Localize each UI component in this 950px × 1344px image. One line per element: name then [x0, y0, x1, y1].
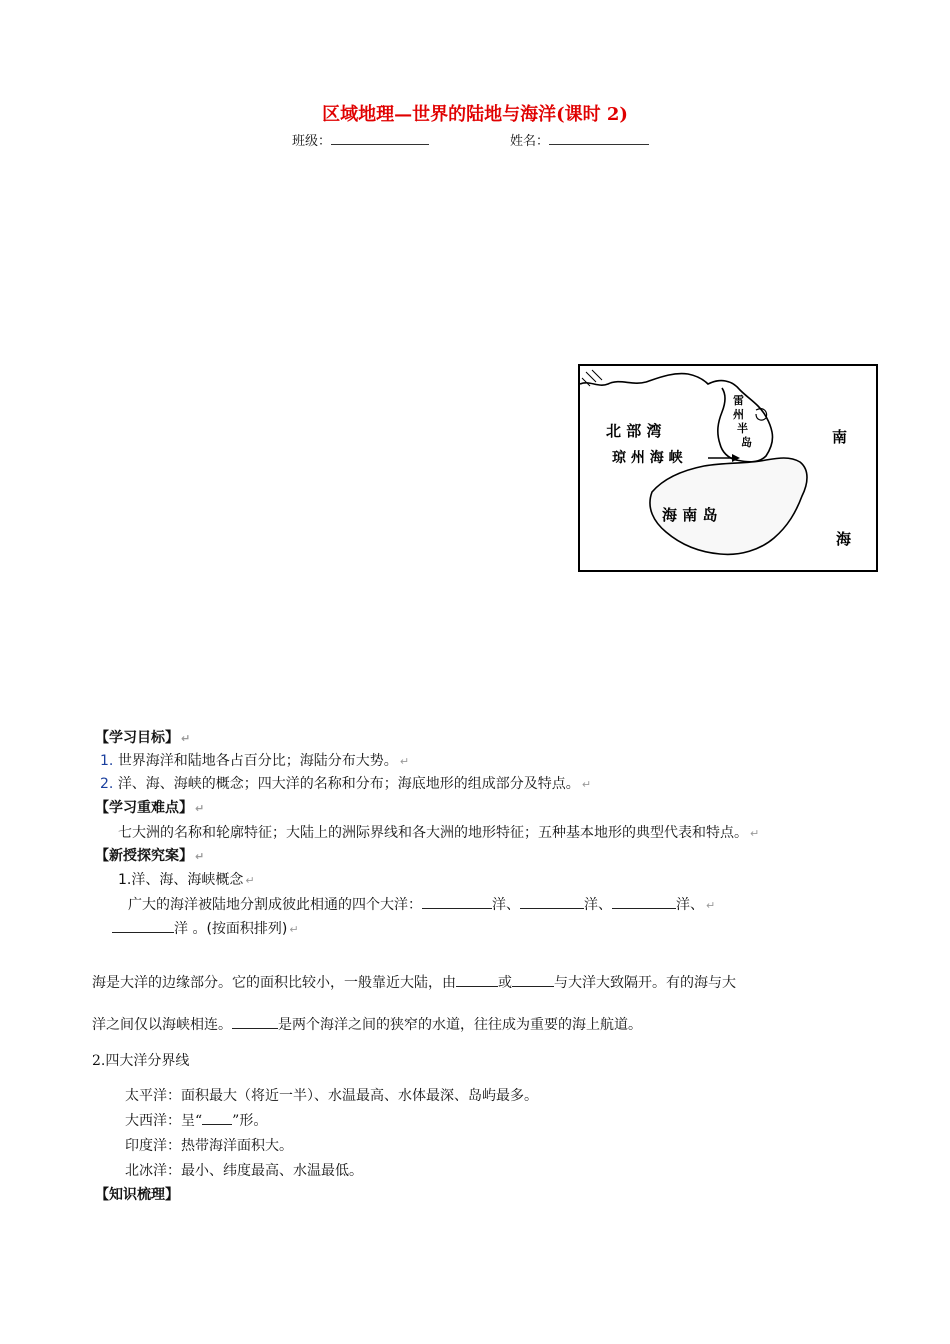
return-mark: ↵: [706, 899, 716, 912]
return-mark: ↵: [750, 827, 760, 840]
goal-2-number: 2.: [100, 776, 114, 792]
ocean-suffix-4: 洋: [174, 921, 188, 937]
label-peninsula-4: 岛: [741, 436, 752, 449]
explore-heading: [95, 845, 204, 865]
arctic-line: 北冰洋：最小、纬度最高、水温最低。: [125, 1163, 363, 1179]
sea-definition-2: [92, 1014, 642, 1034]
page-title: 区域地理—世界的陆地与海洋(课时 2): [322, 104, 628, 125]
pacific-line: 太平洋：面积最大（将近一半）、水温最高、水体最深、岛屿最多。: [125, 1088, 538, 1104]
sea-def-1b: 或: [498, 975, 512, 991]
atlantic-b: ”形。: [232, 1113, 268, 1129]
ocean-blank-2[interactable]: [520, 896, 584, 909]
label-sea-1: 南: [832, 428, 848, 446]
class-blank: [331, 132, 429, 145]
sea-blank-1[interactable]: [456, 974, 498, 987]
strait-blank[interactable]: [232, 1016, 278, 1029]
key-heading: [95, 797, 204, 817]
goal-2: [100, 773, 591, 793]
summary-heading: 【知识梳理】: [95, 1187, 179, 1203]
label-sea-2: 海: [836, 530, 852, 548]
sea-def-2b: 是两个海洋之间的狭窄的水道，往往成为重要的海上航道。: [278, 1017, 642, 1033]
goals-heading-text: 【学习目标】: [95, 730, 179, 746]
ocean-suffix-1: 洋、: [492, 897, 520, 913]
sea-def-1a: 海是大洋的边缘部分。它的面积比较小，一般靠近大陆，由: [92, 975, 456, 991]
class-label: 班级：: [292, 134, 332, 149]
label-peninsula-1: 雷: [733, 394, 744, 407]
goal-1: [100, 750, 409, 770]
return-mark: ↵: [195, 802, 205, 815]
order-note: 。(按面积排列): [192, 921, 288, 937]
atlantic-blank[interactable]: [202, 1112, 232, 1125]
goal-1-text: 世界海洋和陆地各占百分比；海陆分布大势。: [117, 753, 398, 769]
ocean-blank-3[interactable]: [612, 896, 676, 909]
sea-blank-2[interactable]: [512, 974, 554, 987]
atlantic-line: [125, 1110, 267, 1130]
sea-def-2a: 洋之间仅以海峡相连。: [92, 1017, 232, 1033]
indian-line: 印度洋：热带海洋面积大。: [125, 1138, 293, 1154]
map-drawing: [580, 366, 876, 570]
return-mark: ↵: [581, 778, 592, 791]
section-1-title-text: 1.洋、海、海峡概念: [118, 872, 244, 888]
ocean-blank-4[interactable]: [112, 920, 174, 933]
oceans-intro: 广大的海洋被陆地分割成彼此相通的四个大洋：: [128, 897, 422, 913]
ocean-suffix-2: 洋、: [584, 897, 612, 913]
sea-definition-1: [92, 972, 736, 992]
oceans-line-2: [112, 918, 299, 938]
label-strait: 琼 州 海 峡: [612, 450, 683, 466]
name-label: 姓名：: [510, 134, 550, 149]
key-heading-text: 【学习重难点】: [95, 800, 193, 816]
label-peninsula-3: 半: [737, 422, 748, 435]
return-mark: ↵: [181, 732, 191, 745]
section-2-title: 2.四大洋分界线: [92, 1053, 190, 1069]
return-mark: ↵: [399, 755, 410, 768]
key-text: [118, 822, 759, 842]
atlantic-a: 大西洋：呈“: [125, 1113, 203, 1129]
sea-def-1c: 与大洋大致隔开。有的海与大: [554, 975, 736, 991]
return-mark: ↵: [289, 923, 299, 936]
explore-heading-text: 【新授探究案】: [95, 848, 193, 864]
ocean-suffix-3: 洋、: [676, 897, 704, 913]
label-island: 海 南 岛: [662, 506, 718, 524]
section-1-title: [118, 869, 255, 889]
return-mark: ↵: [195, 850, 205, 863]
ocean-blank-1[interactable]: [422, 896, 492, 909]
label-peninsula-2: 州: [733, 408, 744, 421]
name-blank: [549, 132, 649, 145]
goals-heading: [95, 727, 190, 747]
class-field: [292, 130, 429, 149]
oceans-line: [128, 894, 715, 914]
label-gulf: 北 部 湾: [606, 422, 662, 440]
key-text-body: 七大洲的名称和轮廓特征；大陆上的洲际界线和各大洲的地形特征；五种基本地形的典型代表和特点。: [118, 825, 748, 841]
goal-1-number: 1.: [100, 753, 114, 769]
name-field: [510, 130, 649, 149]
hainan-map: [578, 364, 878, 572]
return-mark: ↵: [245, 874, 255, 887]
goal-2-text: 洋、海、海峡的概念；四大洋的名称和分布；海底地形的组成部分及特点。: [117, 776, 580, 792]
